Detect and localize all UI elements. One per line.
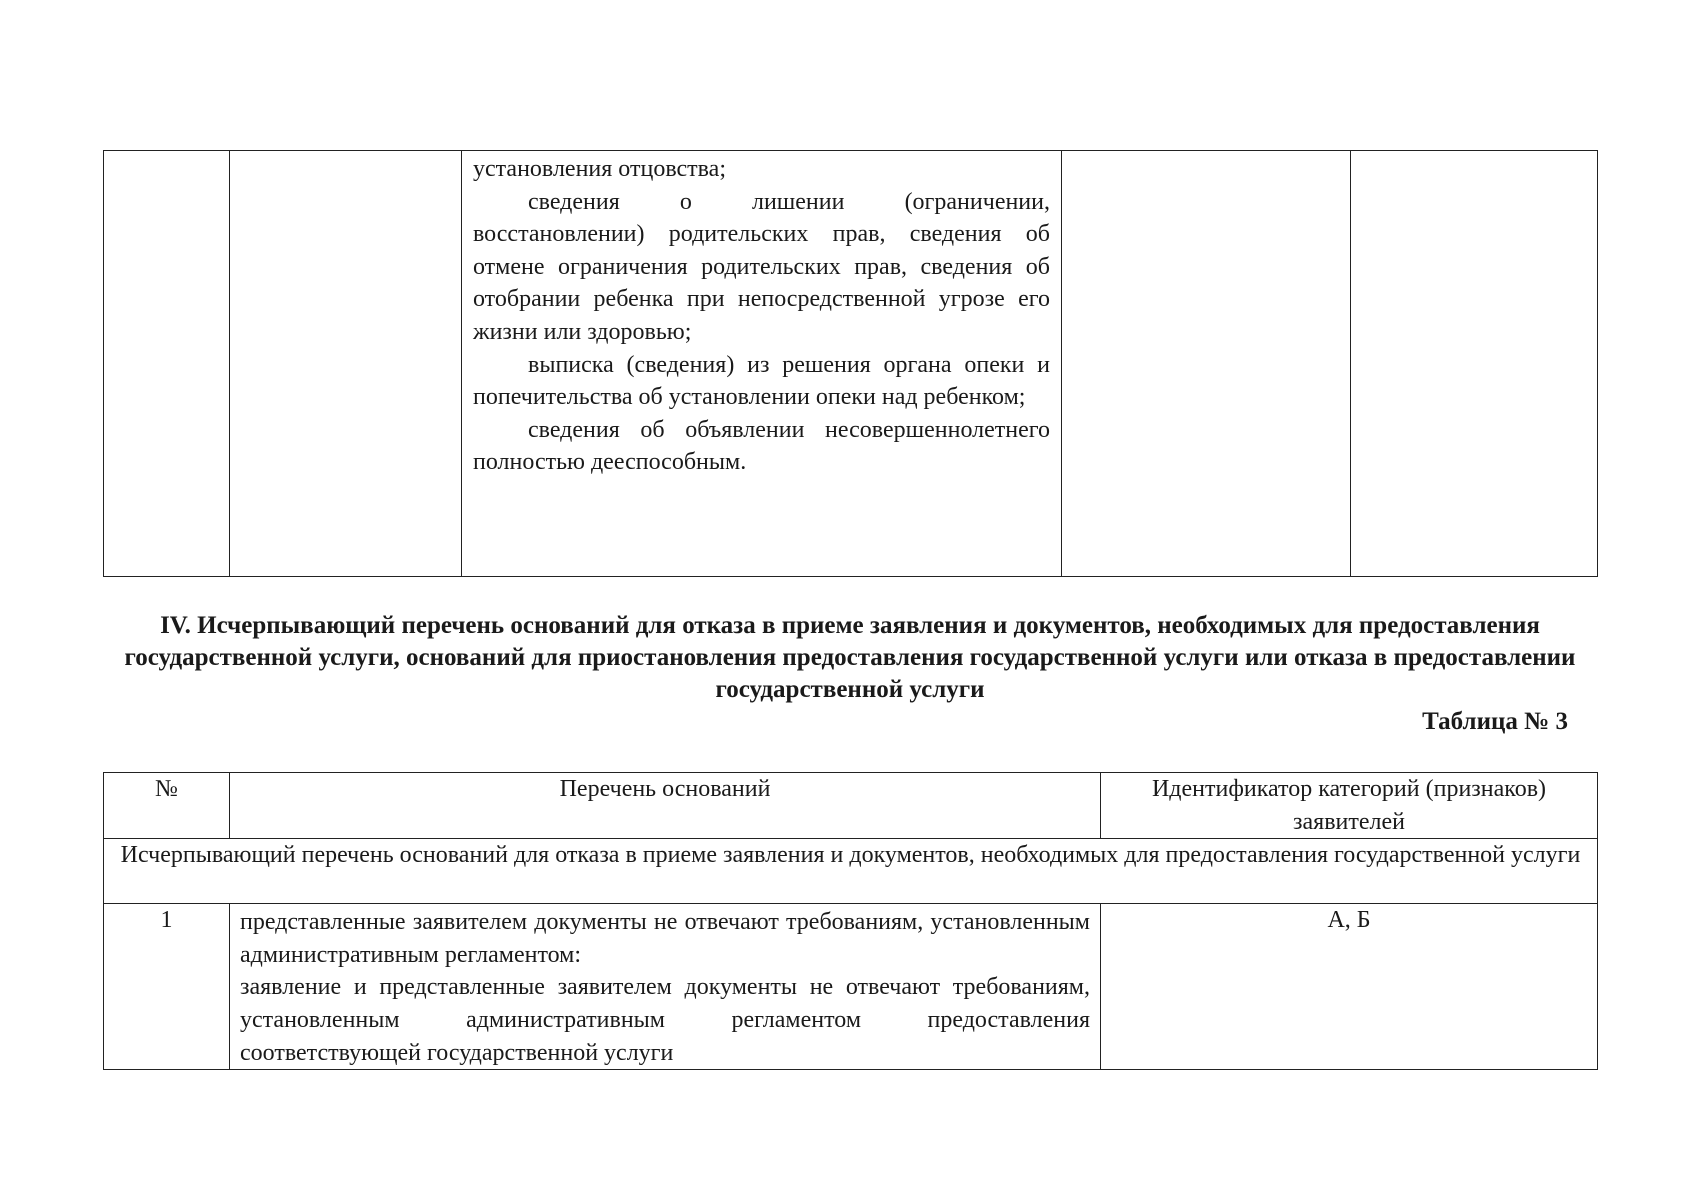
- section-heading: IV. Исчерпывающий перечень оснований для отказа в приеме заявления и документов, необходимых для предоставления государственной услуги, оснований для приостановления предоставления государственной услуги или отказа в предоставлении государственной услуги: [124, 612, 1576, 703]
- empty-cell: [1351, 151, 1598, 577]
- documents-cell: [462, 151, 1062, 577]
- row-number: 1: [104, 904, 230, 1070]
- list-item: установления отцовства;: [473, 156, 726, 182]
- table-header-row: [104, 773, 1598, 839]
- list-item: сведения о лишении (ограничении, восстановлении) родительских прав, сведения об отмене ограничения родительских прав, сведения об отобрании ребенка при непосредственной угрозе его жизни или здоровью;: [473, 188, 1050, 345]
- table-row: [104, 904, 1598, 1070]
- empty-cell: [104, 151, 230, 577]
- empty-cell: [230, 151, 462, 577]
- grounds-text: заявление и представленные заявителем документы не отвечают требованиям, установленным административным регламентом предоставления соответствующей государственной услуги: [240, 974, 1090, 1066]
- list-item: выписка (сведения) из решения органа опеки и попечительства об установлении опеки над ребенком;: [473, 351, 1050, 411]
- grounds-table: [103, 772, 1598, 1070]
- empty-cell: [1062, 151, 1351, 577]
- table-subheader: Исчерпывающий перечень оснований для отказа в приеме заявления и документов, необходимых для предоставления государственной услуги: [104, 839, 1598, 904]
- grounds-text: представленные заявителем документы не отвечают требованиям, установленным административным регламентом:: [240, 909, 1090, 968]
- applicant-category-ident: А, Б: [1101, 904, 1598, 1070]
- list-item: сведения об объявлении несовершеннолетнего полностью дееспособным.: [473, 416, 1050, 476]
- column-header-grounds: Перечень оснований: [230, 773, 1101, 839]
- table-caption: Таблица № 3: [1422, 708, 1568, 735]
- continuation-table: [103, 150, 1598, 577]
- table-subheader-row: [104, 839, 1598, 904]
- column-header-num: №: [104, 773, 230, 839]
- column-header-ident: Идентификатор категорий (признаков) заявителей: [1101, 773, 1598, 839]
- table-row: [104, 151, 1598, 577]
- grounds-cell: [230, 904, 1101, 1070]
